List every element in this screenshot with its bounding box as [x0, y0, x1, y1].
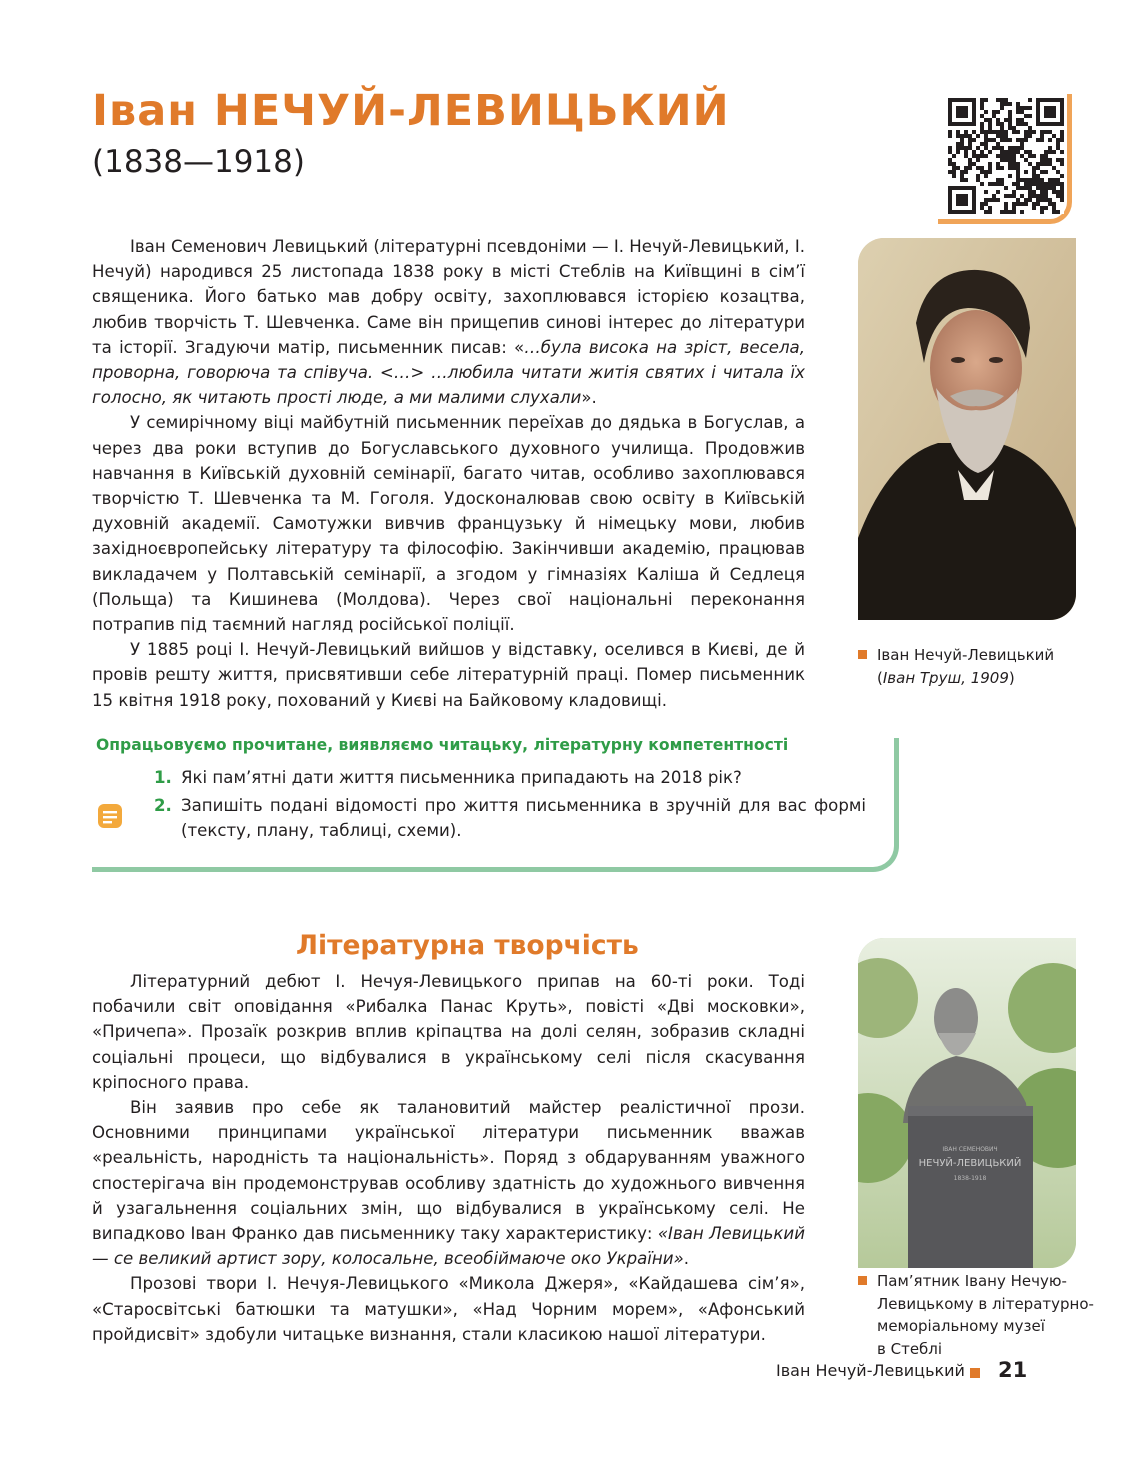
page-number: 21	[998, 1358, 1028, 1382]
task-number: 1.	[154, 768, 172, 787]
task-number: 2.	[154, 796, 172, 815]
monument-image	[858, 938, 1076, 1268]
running-title: Іван Нечуй-Левицький	[776, 1361, 965, 1380]
portrait-author: Іван Труш, 1909	[882, 668, 1009, 687]
bio-paragraph-2: У семирічному віці майбутній письменник переїхав до дядька в Богуслав, а через два роки вступив до Богуславського духовного училища. Продовжив навчання в Київській духовній семінарії, багато читав, особливо захоплювався творчістю Т. Шевченка та М. Гоголя. Удосконалював свою освіту в Київській духовній академії. Самотужки вивчив французьку й німецьку мови, любив західноєвропейську літературу та філософію. Закінчивши академію, працював викладачем у Полтавській семінарії, а згодом у гімназіях Каліша й Седлеця (Польща) та Кишинева (Молдова). Через свої національні переконання потрапив під таємний нагляд російської поліції.	[92, 413, 805, 635]
page-title: Іван НЕЧУЙ-ЛЕВИЦЬКИЙ	[92, 86, 730, 136]
bio-paragraph-1: Іван Семенович Левицький (літературні псевдоніми — І. Нечуй-Левицький, І. Нечуй) народився 25 листопада 1838 року в місті Стеблів на Київщині в сім’ї священика. Його батько мав добру освіту, захоплювався історією козацтва, любив творчість Т. Шевченка. Саме він прищепив синові інтерес до літератури та історії. Згадуючи матір, письменник писав: «…була висока на зріст, весела, проворна, говорюча та співуча. <…> …любила читати житія святих і читала їх голосно, як читають прості люде, а ми малими слухали».	[92, 237, 805, 408]
caption-bullet	[858, 1276, 867, 1285]
section-title: Літературна творчість	[296, 930, 639, 961]
works-text	[92, 969, 805, 1347]
portrait-image	[858, 238, 1076, 620]
franko-quote: «Іван Левицький — се великий артист зору, колосальне, всеобіймаюче око України»	[92, 1224, 805, 1269]
footer-bullet	[970, 1368, 980, 1378]
life-dates: (1838—1918)	[92, 144, 305, 180]
task-text: Які пам’ятні дати життя письменника припадають на 2018 рік?	[181, 768, 742, 787]
works-paragraph-1: Літературний дебют І. Нечуя-Левицького припав на 60-ті роки. Тоді побачили світ оповідання «Рибалка Панас Круть», повісті «Дві московки», «Причепа». Прозаїк розкрив вплив кріпацтва на долі селян, зобразив складні соціальні процеси, що відбувалися в українському селі після скасування кріпосного права.	[92, 972, 805, 1092]
portrait-caption: Іван Нечуй-Левицький (Іван Труш, 1909)	[858, 644, 1098, 689]
task-item	[154, 765, 866, 790]
task-item	[154, 793, 866, 843]
task-text: Запишіть подані відомості про життя письменника в зручній для вас формі (тексту, плану, таблиці, схеми).	[181, 796, 866, 841]
plaque-line-3: 1838-1918	[953, 1175, 987, 1182]
plaque-line-1: ІВАН СЕМЕНОВИЧ	[942, 1146, 998, 1153]
bio-paragraph-3: У 1885 році І. Нечуй-Левицький вийшов у відставку, оселився в Києві, де й провів решту життя, присвятивши себе літературній праці. Помер письменник 15 квітня 1918 року, похований у Києві на Байковому кладовищі.	[92, 640, 805, 710]
monument-caption: Пам’ятник Івану Нечую- Левицькому в літературно- меморіальному музеї в Стеблі	[858, 1270, 1098, 1360]
task-box-title: Опрацьовуємо прочитане, виявляємо читацьку, літературну компетентності	[96, 736, 789, 754]
works-paragraph-3: Прозові твори І. Нечуя-Левицького «Микола Джеря», «Кайдашева сім’я», «Старосвітські батюшки та матушки», «Над Чорним морем», «Афонський пройдисвіт» здобули читацьке визнання, стали класикою нашої літератури.	[92, 1274, 805, 1344]
caption-bullet	[858, 650, 867, 659]
biography-text	[92, 234, 805, 713]
notebook-icon	[96, 802, 124, 830]
qr-code-icon[interactable]	[948, 98, 1064, 214]
mother-quote: …була висока на зріст, весела, проворна, говорюча та співуча. <…> …любила читати житія святих і читала їх голосно, як читають прості люде, а ми малими слухали	[92, 337, 805, 408]
plaque-line-2: НЕЧУЙ-ЛЕВИЦЬКИЙ	[918, 1158, 1022, 1169]
works-paragraph-2: Він заявив про себе як талановитий майстер реалістичної прози. Основними принципами української літератури письменник вважав «реальність, народність та національність». Поряд з обдаруванням уважного спостерігача він продемонстрував особливу здатність до художнього вивчення й узагальнення соціальних змін, що відбувалися в українському селі. Не випадково Іван Франко дав письменнику таку характеристику: «Іван Левицький — се великий артист зору, колосальне, всеобіймаюче око України».	[92, 1098, 805, 1269]
